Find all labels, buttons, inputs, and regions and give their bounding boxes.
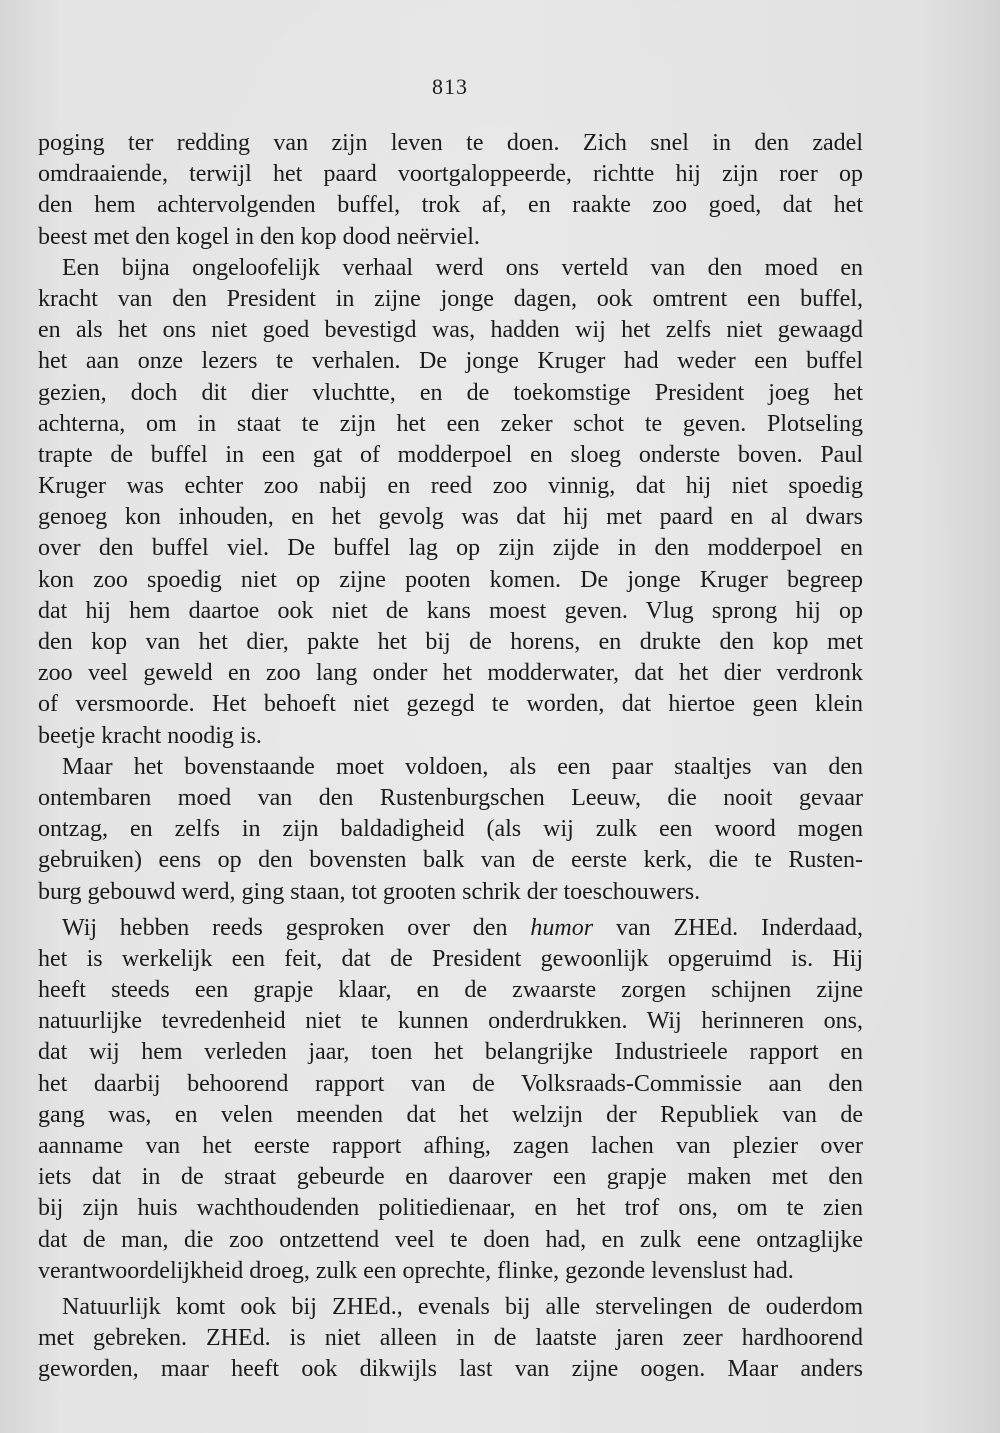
text-line: ontzag, en zelfs in zijn baldadigheid (als wij zulk een woord mogen xyxy=(38,816,863,843)
text-line: gebruiken) eens op den bovensten balk van de eerste kerk, die te Rusten- xyxy=(38,847,863,874)
text-line: Natuurlijk komt ook bij ZHEd., evenals bij alle stervelingen de ouderdom xyxy=(62,1293,863,1320)
text-line: het daarbij behoorend rapport van de Volksraads-Commissie aan den xyxy=(38,1070,863,1097)
text-line: kracht van den President in zijne jonge dagen, ook omtrent een buffel, xyxy=(38,285,863,312)
text-line: iets dat in de straat gebeurde en daarover een grapje maken met den xyxy=(38,1164,863,1191)
text-line: dat hij hem daartoe ook niet de kans moest geven. Vlug sprong hij op xyxy=(38,597,863,624)
text-line: gang was, en velen meenden dat het welzijn der Republiek van de xyxy=(38,1101,863,1128)
text-line: het aan onze lezers te verhalen. De jonge Kruger had weder een buffel xyxy=(38,348,863,375)
text-line: heeft steeds een grapje klaar, en de zwaarste zorgen schijnen zijne xyxy=(38,977,863,1004)
text-line: poging ter redding van zijn leven te doen. Zich snel in den zadel xyxy=(38,130,863,156)
text-line: Een bijna ongeloofelijk verhaal werd ons verteld van den moed en xyxy=(62,254,863,281)
page-number: 813 xyxy=(432,74,468,99)
text-line: gezien, doch dit dier vluchtte, en de toekomstige President joeg het xyxy=(38,379,863,406)
text-segment: Wij hebben reeds gesproken over den xyxy=(62,914,508,941)
text-line: Maar het bovenstaande moet voldoen, als een paar staaltjes van den xyxy=(62,753,863,780)
text-line: den kop van het dier, pakte het bij de horens, en drukte den kop met xyxy=(38,629,863,655)
text-line: kon zoo spoedig niet op zijne pooten komen. De jonge Kruger begreep xyxy=(38,566,863,593)
body-text xyxy=(38,128,863,1386)
text-line: genoeg kon inhouden, en het gevolg was dat hij met paard en al dwars xyxy=(38,504,863,531)
paragraph-4 xyxy=(38,913,863,1287)
text-line: over den buffel viel. De buffel lag op zijn zijde in den modderpoel en xyxy=(38,535,863,562)
text-line: verantwoordelijkheid droeg, zulk een oprechte, flinke, gezonde levenslust had. xyxy=(38,1257,794,1284)
text-line: beetje kracht noodig is. xyxy=(38,722,262,749)
text-line: natuurlijke tevredenheid niet te kunnen onderdrukken. Wij herinneren ons, xyxy=(38,1008,863,1035)
text-line: dat de man, die zoo ontzettend veel te doen had, en zulk eene ontzaglijke xyxy=(38,1226,863,1253)
text-line: Kruger was echter zoo nabij en reed zoo vinnig, dat hij niet spoedig xyxy=(38,473,863,500)
paragraph-3 xyxy=(38,752,863,908)
text-line: bij zijn huis wachthoudenden politiedienaar, en het trof ons, om te zien xyxy=(38,1195,863,1222)
text-line: of versmoorde. Het behoeft niet gezegd te worden, dat hiertoe geen klein xyxy=(38,691,863,718)
paragraph-1 xyxy=(38,128,863,253)
text-line: den hem achtervolgenden buffel, trok af, en raakte zoo goed, dat het xyxy=(38,192,863,219)
text-line: omdraaiende, terwijl het paard voortgaloppeerde, richtte hij zijn roer op xyxy=(38,161,863,188)
text-line: dat wij hem verleden jaar, toen het belangrijke Industrieele rapport en xyxy=(38,1039,863,1066)
text-line: geworden, maar heeft ook dikwijls last van zijne oogen. Maar anders xyxy=(38,1356,863,1383)
text-segment: van ZHEd. Inderdaad, xyxy=(615,914,864,941)
text-line: en als het ons niet goed bevestigd was, hadden wij het zelfs niet gewaagd xyxy=(38,317,863,344)
text-line-with-italic xyxy=(38,913,863,944)
text-line: aanname van het eerste rapport afhing, zagen lachen van plezier over xyxy=(38,1133,863,1159)
italic-word: humor xyxy=(530,914,594,941)
text-line: trapte de buffel in een gat of modderpoel en sloeg onderste boven. Paul xyxy=(38,441,863,468)
text-line: beest met den kogel in den kop dood neërviel. xyxy=(38,223,480,250)
paragraph-5 xyxy=(38,1292,863,1386)
text-line: met gebreken. ZHEd. is niet alleen in de laatste jaren zeer hardhoorend xyxy=(38,1325,863,1352)
text-line: burg gebouwd werd, ging staan, tot grooten schrik der toeschouwers. xyxy=(38,878,701,905)
text-line: zoo veel geweld en zoo lang onder het modderwater, dat het dier verdronk xyxy=(38,660,863,687)
text-line: het is werkelijk een feit, dat de President gewoonlijk opgeruimd is. Hij xyxy=(38,945,863,972)
text-line: ontembaren moed van den Rustenburgschen Leeuw, die nooit gevaar xyxy=(38,784,863,811)
paragraph-2 xyxy=(38,253,863,752)
text-line: achterna, om in staat te zijn het een zeker schot te geven. Plotseling xyxy=(38,410,863,437)
